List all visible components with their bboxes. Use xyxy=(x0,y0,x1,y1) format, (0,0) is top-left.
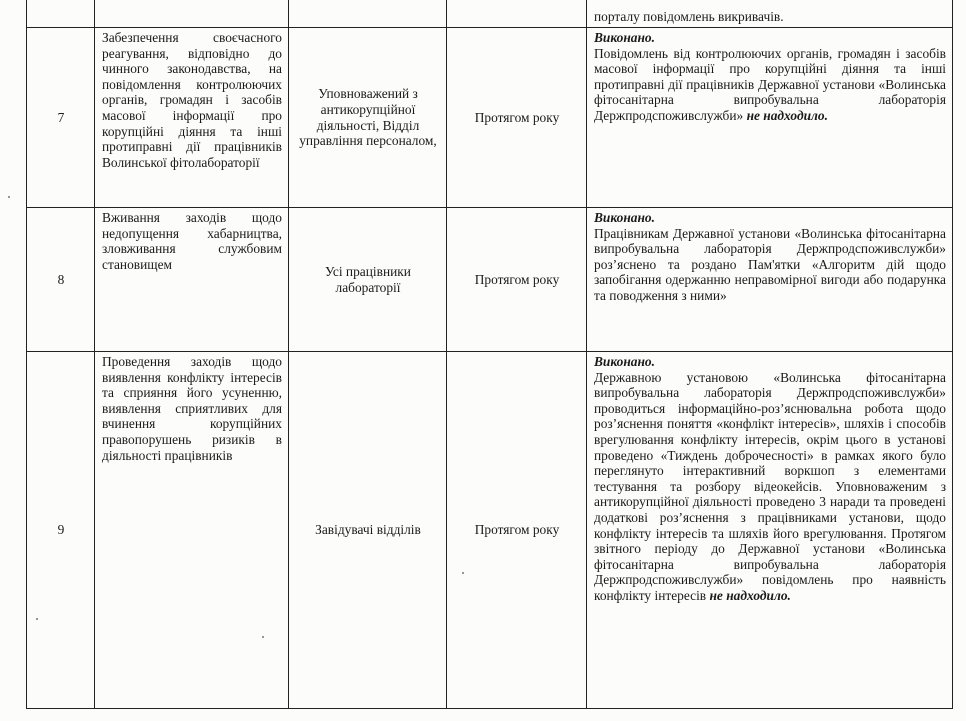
row-number-cell: 8 xyxy=(27,208,95,352)
table-row xyxy=(27,28,953,208)
table-row xyxy=(27,352,953,709)
scan-speck xyxy=(8,196,10,198)
status-cell xyxy=(587,28,953,208)
status-emphasis: не надходило. xyxy=(746,107,828,123)
measure-cell: Проведення заходів щодо виявлення конфлікту інтересів та сприяння його усуненню, виявлення сприятливих для вчинення корупційних правопорушень ризиків в діяльності працівників xyxy=(95,352,289,709)
status-text: Повідомлень від контролюючих органів, громадян і засобів масової інформації про корупційні діяння та інші протиправні дії працівників Державної установи «Волинська фітосанітарна випробувальна лабораторія Держпродспоживслужби» xyxy=(594,45,946,123)
measure-cell: Забезпечення своєчасного реагування, відповідно до чинного законодавства, на повідомлення контролюючих органів, громадян і засобів масової інформації про корупційні діяння та інші протиправні дії працівників Волинської фітолабораторії xyxy=(95,28,289,208)
anticorruption-measures-table xyxy=(26,0,953,709)
row-number-cell xyxy=(27,0,95,28)
status-title: Виконано. xyxy=(594,30,655,45)
term-cell xyxy=(447,0,587,28)
term-cell: Протягом року xyxy=(447,352,587,709)
status-cell xyxy=(587,352,953,709)
responsible-cell xyxy=(289,0,447,28)
status-text: Державною установою «Волинська фітосанітарна випробувальна лабораторія Держпродспоживслужби» проводиться інформаційно-роз’яснювальна робота щодо роз’яснення поняття «конфлікт інтересів», шляхів і способів врегулювання конфлікту інтересів, окрім цього в установі проведено «Тиждень доброчесності» в рамках якого було переглянуто інтерактивний воркшоп з елементами тестування та розбору відеокейсів. Уповноваженим з антикорупційної діяльності проведено 3 наради та проведені додаткові роз’яснення з працівниками установи, щодо конфлікту інтересів та шляхів його врегулювання. Протягом звітного періоду до Державної установи «Волинська фітосанітарна випробувальна лабораторія Держпродспоживслужби» повідомлень про наявність конфлікту інтересів xyxy=(594,369,946,603)
table-row xyxy=(27,0,953,28)
scan-speck xyxy=(462,572,464,574)
row-number-cell: 9 xyxy=(27,352,95,709)
status-text: порталу повідомлень викривачів. xyxy=(594,9,784,25)
measure-cell: Вживання заходів щодо недопущення хабарництва, зловживання службовим становищем xyxy=(95,208,289,352)
table-row xyxy=(27,208,953,352)
row-number-cell: 7 xyxy=(27,28,95,208)
responsible-cell: Усі працівники лабораторії xyxy=(289,208,447,352)
term-cell: Протягом року xyxy=(447,208,587,352)
responsible-cell: Уповноважений з антикорупційної діяльності, Відділ управління персоналом, xyxy=(289,28,447,208)
status-emphasis: не надходило. xyxy=(709,587,791,603)
scan-speck xyxy=(262,636,264,638)
scan-speck xyxy=(36,618,38,620)
status-cell xyxy=(587,208,953,352)
status-title: Виконано. xyxy=(594,210,655,225)
term-cell: Протягом року xyxy=(447,28,587,208)
responsible-cell: Завідувачі відділів xyxy=(289,352,447,709)
status-text: Працівникам Державної установи «Волинська фітосанітарна випробувальна лабораторія Держпродспоживслужби» роз’яснено та роздано Пам'ятки «Алгоритм дій щодо запобігання одержанню неправомірної вигоди або подарунка та поводження з ними» xyxy=(594,225,946,303)
status-cell xyxy=(587,0,953,28)
status-title: Виконано. xyxy=(594,354,655,369)
measure-cell xyxy=(95,0,289,28)
